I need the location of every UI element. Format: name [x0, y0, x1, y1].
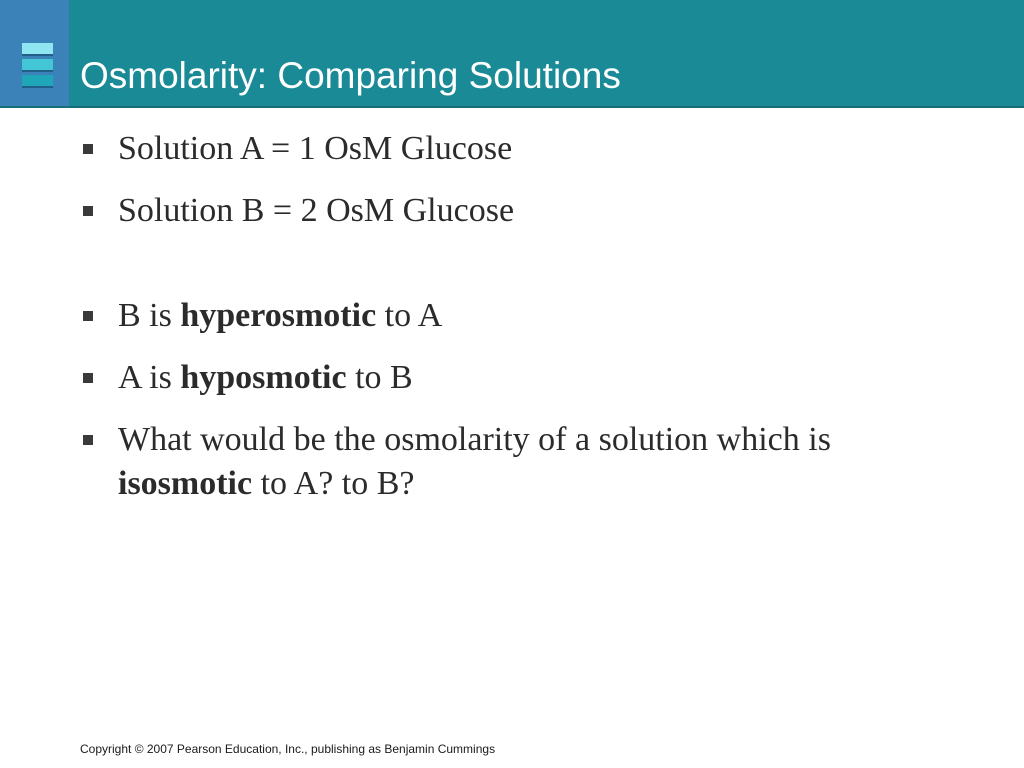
bullet-text-plain: to A? to B? [252, 465, 415, 502]
square-bullet-icon [83, 144, 93, 154]
bullet-text-bold: hyperosmotic [180, 297, 377, 334]
bullet-text [118, 418, 968, 506]
copyright-footer: Copyright © 2007 Pearson Education, Inc., publishing as Benjamin Cummings [80, 742, 496, 756]
logo-stripe-light [22, 43, 53, 54]
bullet-text [118, 127, 968, 171]
bullet-text [118, 356, 968, 400]
square-bullet-icon [83, 373, 93, 383]
bullet-text-plain: A is [118, 359, 181, 396]
stacked-stripes-logo-icon [0, 0, 69, 106]
bullet-text-plain: to A [376, 297, 443, 334]
bullet-text-plain: Solution B = 2 OsM Glucose [118, 192, 515, 229]
bullet-text-plain: B is [118, 297, 181, 334]
title-divider [0, 106, 1024, 108]
bullet-text-plain: What would be the osmolarity of a solution which is [118, 421, 831, 458]
slide-title: Osmolarity: Comparing Solutions [80, 55, 621, 96]
bullet-text [118, 189, 968, 233]
bullet-text-bold: isosmotic [118, 465, 253, 502]
bullet-text [118, 294, 968, 338]
bullet-text-plain: to B [346, 359, 413, 396]
bullet-text-plain: Solution A = 1 OsM Glucose [118, 130, 513, 167]
square-bullet-icon [83, 206, 93, 216]
bullet-text-bold: hyposmotic [180, 359, 347, 396]
square-bullet-icon [83, 311, 93, 321]
logo-stripe-mid [22, 59, 53, 70]
logo-stripe-dark [22, 75, 53, 86]
square-bullet-icon [83, 435, 93, 445]
